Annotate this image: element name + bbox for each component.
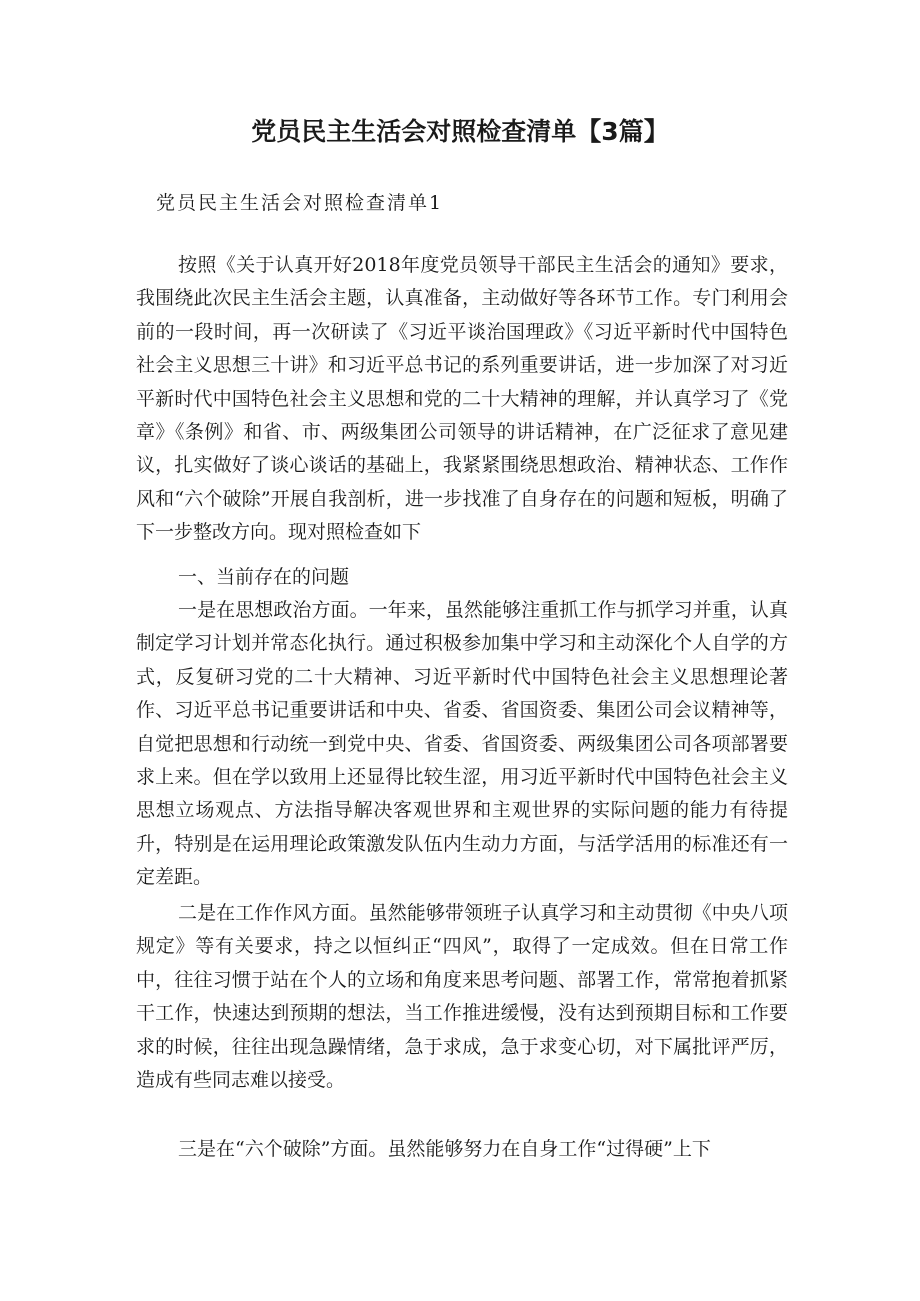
paragraph-work-style: 二是在工作作风方面。虽然能够带领班子认真学习和主动贯彻《中央八项规定》等有关要求，持之以恒纠正“四风”，取得了一定成效。但在日常工作中，往往习惯于站在个人的立场和角度来思考问题、部署工作，常常抱着抓紧干工作，快速达到预期的想法，当工作推进缓慢，没有达到预期目标和工作要求的时候，往往出现急躁情绪，急于求成，急于求变心切，对下属批评严厉，造成有些同志难以接受。 [136, 902, 788, 1092]
section-title: 党员民主生活会对照检查清单1 [156, 192, 444, 214]
paragraph-ideology: 一是在思想政治方面。一年来，虽然能够注重抓工作与抓学习并重，认真制定学习计划并常态化执行。通过积极参加集中学习和主动深化个人自学的方式，反复研习党的二十大精神、习近平新时代中国特色社会主义思想理论著作、习近平总书记重要讲话和中央、省委、省国资委、集团公司会议精神等，自觉把思想和行动统一到党中央、省委、省国资委、两级集团公司各项部署要求上来。但在学以致用上还显得比较生涩，用习近平新时代中国特色社会主义思想立场观点、方法指导解决客观世界和主观世界的实际问题的能力有待提升，特别是在运用理论政策激发队伍内生动力方面，与活学活用的标准还有一定差距。 [136, 599, 788, 889]
document-title: 党员民主生活会对照检查清单【3篇】 [251, 117, 669, 146]
paragraph-intro: 按照《关于认真开好2018年度党员领导干部民主生活会的通知》要求，我围绕此次民主生活会主题，认真准备，主动做好等各环节工作。专门利用会前的一段时间，再一次研读了《习近平谈治国理政》《习近平新时代中国特色社会主义思想三十讲》和习近平总书记的系列重要讲话，进一步加深了对习近平新时代中国特色社会主义思想和党的二十大精神的理解，并认真学习了《党章》《条例》和省、市、两级集团公司领导的讲话精神，在广泛征求了意见建议，扎实做好了谈心谈话的基础上，我紧紧围绕思想政治、精神状态、工作作风和“六个破除”开展自我剖析，进一步找准了自身存在的问题和短板，明确了下一步整改方向。现对照检查如下 [136, 254, 788, 544]
paragraph-six-breaks: 三是在“六个破除”方面。虽然能够努力在自身工作“过得硬”上下 [178, 1138, 711, 1160]
heading-current-problems: 一、当前存在的问题 [178, 566, 350, 588]
